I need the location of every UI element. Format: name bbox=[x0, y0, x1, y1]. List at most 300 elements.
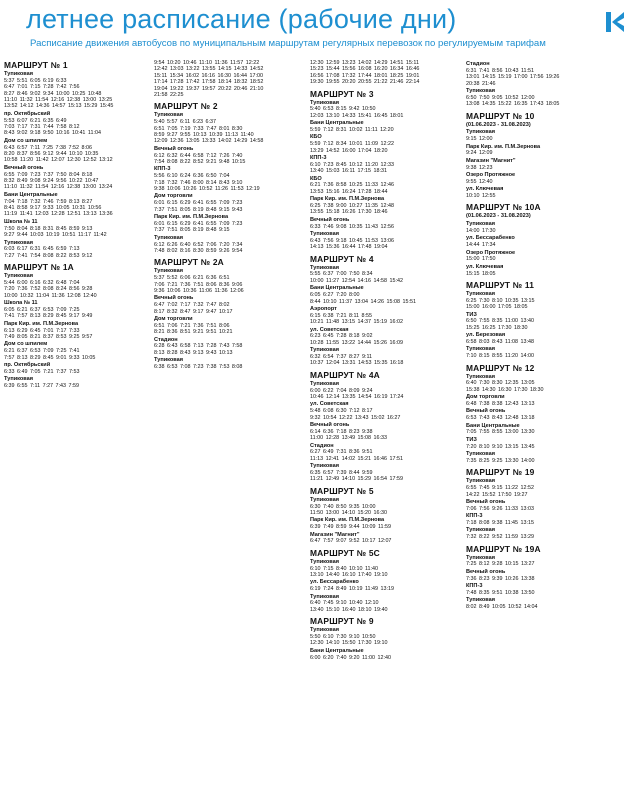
departure-times bbox=[4, 246, 156, 259]
stop-name: Тупиковая bbox=[4, 273, 34, 280]
departure-times bbox=[154, 200, 306, 213]
departure-times bbox=[310, 292, 462, 305]
stop-name: Тупиковая bbox=[310, 463, 340, 470]
departure-times bbox=[466, 95, 618, 108]
stop-name: Тупиковая bbox=[4, 71, 34, 77]
stop-name: Тупиковая bbox=[466, 346, 496, 353]
times-line: 9:54 10:20 10:46 11:10 11:36 11:57 12:22 bbox=[154, 60, 260, 66]
departure-times bbox=[4, 172, 156, 191]
departure-times bbox=[310, 634, 462, 647]
times-line: 7:03 7:17 7:31 7:44 7:58 8:12 bbox=[4, 124, 80, 131]
times-line: 7:18 8:08 9:38 11:45 13:15 bbox=[466, 519, 535, 526]
stop-name: Тупиковая bbox=[310, 99, 340, 106]
stop-name: Школа № 11 bbox=[4, 218, 38, 225]
times-line: 6:53 7:43 8:43 12:48 13:18 bbox=[466, 415, 535, 422]
stop-name: КПП-3 bbox=[310, 155, 327, 162]
times-line: 9:55 12:40 bbox=[466, 178, 493, 185]
times-line: 11:13 12:41 14:02 15:21 16:46 17:51 bbox=[310, 455, 404, 462]
stop-name: Тупиковая bbox=[154, 234, 184, 241]
departure-times bbox=[4, 280, 156, 299]
departure-times bbox=[466, 485, 618, 498]
route-block bbox=[154, 101, 306, 254]
times-line: 7:18 7:32 7:46 8:00 8:14 8:43 9:10 bbox=[154, 179, 243, 186]
times-line: 9:32 10:54 12:22 13:43 15:02 16:27 bbox=[310, 414, 401, 421]
times-line: 9:38 12:23 bbox=[466, 164, 493, 171]
departure-times bbox=[154, 153, 306, 166]
stop-name: ул. Советская bbox=[310, 326, 349, 333]
stop-name: Вечный огонь bbox=[310, 421, 350, 428]
times-line: 7:20 7:36 7:52 8:08 8:24 8:56 9:28 bbox=[4, 286, 93, 293]
times-line: 19:04 19:22 19:37 19:57 20:22 20:46 21:10 bbox=[154, 85, 264, 92]
stop-name: ТИЗ bbox=[466, 436, 477, 443]
route-title: МАРШРУТ № 19 bbox=[466, 467, 535, 478]
route-block bbox=[310, 254, 462, 367]
page-title: летнее расписание (рабочие дни) bbox=[26, 4, 457, 34]
stop-name: Вечный огонь bbox=[154, 145, 194, 152]
times-line: 10:00 11:27 12:54 14:16 14:58 15:42 bbox=[310, 277, 404, 284]
times-line: 11:10 11:32 11:54 12:16 12:38 13:00 13:24 bbox=[4, 184, 113, 191]
times-line: 6:03 6:17 6:31 6:45 6:59 7:13 bbox=[4, 246, 80, 253]
stop-name: Парк Кир. им. П.М.Зернова bbox=[154, 214, 229, 221]
stop-name: Тупиковая bbox=[310, 264, 340, 271]
departure-times bbox=[310, 271, 462, 284]
times-line: 6:05 6:21 6:37 6:53 7:09 7:25 bbox=[4, 306, 80, 313]
times-line: 6:50 7:55 8:35 11:00 13:40 bbox=[466, 318, 535, 325]
route-block bbox=[466, 544, 618, 611]
stop-name: Стадион bbox=[154, 336, 178, 343]
times-line: 15:23 15:44 15:56 16:08 16:20 16:34 16:46 bbox=[310, 66, 420, 73]
departure-times bbox=[310, 203, 462, 216]
departure-times bbox=[466, 150, 618, 156]
departure-times bbox=[4, 369, 156, 375]
times-line: 13:08 14:35 15:22 16:35 17:43 18:05 bbox=[466, 101, 560, 108]
stop-name: Школа № 11 bbox=[4, 300, 38, 307]
times-line: 19:30 19:55 20:20 20:55 21:22 21:46 22:14 bbox=[310, 79, 420, 86]
stop-name: ул. Ключевая bbox=[466, 263, 504, 270]
times-line: 7:54 8:08 8:22 8:52 9:21 9:48 10:15 bbox=[154, 159, 246, 166]
times-line: 6:15 6:38 7:21 8:11 8:55 bbox=[310, 312, 373, 319]
departure-times bbox=[310, 408, 462, 421]
route-block bbox=[310, 60, 462, 86]
times-line: 7:25 8:12 9:28 10:15 13:27 bbox=[466, 561, 535, 568]
stop-name: Бани Центральные bbox=[4, 191, 58, 198]
times-line: 5:50 6:10 7:30 9:10 10:50 bbox=[310, 634, 376, 641]
departure-times bbox=[310, 333, 462, 346]
departure-times bbox=[4, 328, 156, 341]
times-line: 6:50 7:50 9:05 10:52 12:00 bbox=[466, 94, 535, 101]
times-line: 12:09 12:36 13:05 13:33 14:02 14:29 14:58 bbox=[154, 138, 264, 145]
departure-times bbox=[310, 538, 462, 544]
schedule-column-4 bbox=[466, 60, 618, 800]
route-block bbox=[466, 61, 618, 108]
times-line: 15:15 18:05 bbox=[466, 270, 496, 277]
times-line: 7:35 8:25 9:25 13:30 14:00 bbox=[466, 457, 535, 464]
times-line: 5:37 5:51 6:05 6:19 6:33 bbox=[4, 77, 67, 84]
brand-logo-icon bbox=[604, 10, 628, 34]
times-line: 9:38 10:06 10:26 10:52 11:26 11:53 12:19 bbox=[154, 186, 260, 193]
departure-times bbox=[310, 655, 462, 661]
times-line: 9:36 10:06 10:36 11:06 11:36 12:06 bbox=[154, 287, 244, 294]
times-line: 6:48 7:38 8:38 12:43 13:13 bbox=[466, 401, 535, 408]
times-line: 6:23 6:45 7:28 8:18 9:02 bbox=[310, 333, 373, 340]
times-line: 13:10 14:40 16:10 17:40 19:10 bbox=[310, 572, 388, 578]
stop-name: Озеро Протяжное bbox=[466, 249, 516, 256]
times-line: 8:13 8:28 8:43 9:13 9:43 10:13 bbox=[154, 349, 233, 356]
schedule-column-1 bbox=[4, 60, 156, 800]
departure-times bbox=[466, 604, 618, 610]
route-block bbox=[310, 616, 462, 661]
stop-name: КБО bbox=[310, 134, 322, 141]
departure-times bbox=[310, 106, 462, 119]
times-line: 7:48 8:02 8:16 8:30 8:59 9:26 9:54 bbox=[154, 247, 243, 254]
times-line: 12:42 13:03 13:22 13:55 14:15 14:33 14:52 bbox=[154, 66, 264, 73]
stop-name: КПП-3 bbox=[466, 513, 483, 520]
departure-times bbox=[4, 78, 156, 110]
route-title: МАРШРУТ № 3 bbox=[310, 88, 374, 99]
times-line: 9:15 12:00 bbox=[466, 136, 493, 143]
departure-times bbox=[4, 118, 156, 137]
stop-name: (01.06.2023 - 31.08.2023) bbox=[466, 121, 531, 128]
stop-name: Озеро Протяжное bbox=[466, 172, 516, 179]
stop-name: пр. Октябрьский bbox=[4, 110, 51, 117]
times-line: 15:38 14:30 16:30 17:30 18:30 bbox=[466, 386, 544, 393]
schedule-columns bbox=[4, 60, 634, 800]
times-line: 14:44 17:34 bbox=[466, 242, 496, 249]
stop-name: Парк Кир. им. П.М.Зернова bbox=[310, 196, 385, 203]
times-line: 11:19 11:41 12:03 12:28 12:51 13:13 13:36 bbox=[4, 211, 113, 218]
times-line: 6:51 7:06 7:21 7:36 7:51 8:06 bbox=[154, 322, 230, 329]
times-line: 8:21 8:36 8:51 9:21 9:51 10:21 bbox=[154, 329, 233, 336]
departure-times bbox=[310, 354, 462, 367]
stop-name: Тупиковая bbox=[466, 221, 496, 228]
route-title: МАРШРУТ № 19А bbox=[466, 543, 541, 554]
times-line: 7:37 7:51 8:05 8:19 8:48 9:15 bbox=[154, 227, 230, 234]
times-line: 6:30 7:40 8:50 9:35 10:00 bbox=[310, 503, 376, 510]
times-line: 6:21 6:37 6:53 7:09 7:25 7:41 bbox=[4, 348, 80, 355]
departure-times bbox=[154, 364, 306, 370]
times-line: 7:50 8:04 8:18 8:31 8:45 8:59 9:13 bbox=[4, 225, 93, 232]
route-title: МАРШРУТ № 2 bbox=[154, 101, 218, 112]
stop-name: ул. Бессарабенко bbox=[466, 235, 515, 242]
times-line: 5:40 6:53 8:15 9:42 10:50 bbox=[310, 106, 376, 113]
times-line: 8:02 8:49 10:05 10:52 14:04 bbox=[466, 603, 538, 610]
times-line: 6:21 7:36 8:58 10:25 11:33 12:46 bbox=[310, 182, 395, 189]
route-title: МАРШРУТ № 5С bbox=[310, 547, 380, 558]
times-line: 6:40 7:30 8:30 12:35 13:05 bbox=[466, 380, 535, 387]
times-line: 13:29 14:52 16:00 17:04 18:20 bbox=[310, 147, 388, 154]
times-line: 6:55 7:09 7:23 7:37 7:50 8:04 8:18 bbox=[4, 171, 93, 178]
route-title: МАРШРУТ № 4А bbox=[310, 369, 380, 380]
times-line: 15:11 15:34 16:02 16:16 16:30 16:44 17:00 bbox=[154, 72, 264, 79]
times-line: 6:33 6:49 7:05 7:21 7:37 7:53 bbox=[4, 368, 80, 375]
departure-times bbox=[310, 224, 462, 230]
stop-name: Бани Центральные bbox=[310, 120, 364, 127]
stop-name: Тупиковая bbox=[310, 593, 340, 600]
times-line: 20:38 21:46 bbox=[466, 80, 496, 87]
departure-times bbox=[466, 520, 618, 526]
departure-times bbox=[466, 415, 618, 421]
schedule-column-2 bbox=[154, 60, 306, 800]
times-line: 5:37 5:52 6:06 6:21 6:36 6:51 bbox=[154, 275, 230, 282]
stop-name: Вечный огонь bbox=[466, 568, 506, 575]
stop-name: Тупиковая bbox=[466, 451, 496, 458]
times-line: 5:53 6:07 6:21 6:35 6:49 bbox=[4, 117, 67, 124]
departure-times bbox=[466, 534, 618, 540]
times-line: 6:33 7:46 9:08 10:35 11:43 12:56 bbox=[310, 223, 395, 230]
stop-name: Тупиковая bbox=[310, 380, 340, 387]
times-line: 6:47 7:57 9:07 9:52 10:17 12:07 bbox=[310, 538, 392, 545]
departure-times bbox=[310, 600, 462, 613]
stop-name: Тупиковая bbox=[4, 376, 34, 383]
route-block bbox=[466, 363, 618, 465]
times-line: 6:05 6:27 7:20 8:00 bbox=[310, 292, 360, 299]
times-line: 8:17 8:32 8:47 9:17 9:47 10:17 bbox=[154, 308, 233, 315]
times-line: 15:25 16:25 17:30 18:30 bbox=[466, 324, 528, 331]
stop-name: Стадион bbox=[466, 61, 490, 67]
stop-name: Парк Кир. им. П.М.Зернова bbox=[4, 320, 79, 327]
stop-name: Стадион bbox=[310, 442, 334, 449]
times-line: 7:05 7:55 8:55 13:00 13:30 bbox=[466, 429, 535, 436]
times-line: 7:48 8:35 9:51 10:38 13:50 bbox=[466, 589, 535, 596]
departure-times bbox=[466, 458, 618, 464]
times-line: 6:43 6:57 7:11 7:25 7:38 7:52 8:06 bbox=[4, 144, 93, 151]
departure-times bbox=[154, 173, 306, 192]
times-line: 11:50 13:00 14:10 15:20 16:30 bbox=[310, 509, 388, 516]
times-line: 6:39 6:55 7:11 7:27 7:43 7:59 bbox=[4, 382, 80, 389]
times-line: 10:58 11:20 11:42 12:07 12:30 12:52 13:12 bbox=[4, 157, 113, 164]
times-line: 10:46 12:14 13:35 14:54 16:19 17:24 bbox=[310, 393, 404, 400]
route-block bbox=[4, 262, 156, 389]
times-line: 7:20 8:10 9:10 13:15 13:45 bbox=[466, 443, 535, 450]
times-line: 6:47 7:01 7:15 7:28 7:42 7:56 bbox=[4, 84, 80, 91]
departure-times bbox=[466, 68, 618, 87]
stop-name: Вечный огонь bbox=[154, 295, 194, 302]
times-line: 14:00 17:30 bbox=[466, 228, 496, 235]
departure-times bbox=[154, 221, 306, 234]
stop-name: Тупиковая bbox=[466, 129, 496, 136]
times-line: 6:58 8:03 8:43 11:08 13:48 bbox=[466, 339, 535, 346]
times-line: 14:13 15:36 16:44 17:48 19:04 bbox=[310, 244, 388, 251]
times-line: 13:55 15:18 16:26 17:30 18:46 bbox=[310, 209, 388, 216]
departure-times bbox=[310, 141, 462, 154]
departure-times bbox=[310, 566, 462, 579]
departure-times bbox=[466, 576, 618, 582]
stop-name: ул. Ключевая bbox=[466, 186, 504, 193]
stop-name: Тупиковая bbox=[154, 268, 184, 275]
route-block bbox=[154, 257, 306, 370]
route-block bbox=[310, 486, 462, 545]
times-line: 13:40 15:03 16:11 17:15 18:31 bbox=[310, 168, 388, 175]
departure-times bbox=[310, 388, 462, 401]
stop-name: Тупиковая bbox=[466, 88, 496, 95]
times-line: 12:30 12:59 13:23 14:02 14:29 14:51 15:11 bbox=[310, 60, 420, 66]
times-line: 17:14 17:28 17:42 17:58 18:14 18:32 18:52 bbox=[154, 79, 264, 86]
stop-name: Бани Центральные bbox=[310, 285, 364, 292]
times-line: 7:32 8:22 9:52 11:59 13:29 bbox=[466, 534, 535, 541]
stop-name: Тупиковая bbox=[4, 239, 34, 246]
departure-times bbox=[466, 339, 618, 345]
route-block bbox=[466, 467, 618, 540]
route-title: МАРШРУТ № 10 bbox=[466, 110, 535, 121]
departure-times bbox=[310, 313, 462, 326]
times-line: 6:31 7:41 8:56 10:43 11:51 bbox=[466, 67, 535, 74]
departure-times bbox=[4, 307, 156, 320]
departure-times bbox=[466, 298, 618, 311]
departure-times bbox=[466, 179, 618, 185]
times-line: 5:48 6:08 6:30 7:12 8:17 bbox=[310, 408, 373, 415]
departure-times bbox=[466, 242, 618, 248]
departure-times bbox=[310, 504, 462, 517]
times-line: 10:37 12:04 13:31 14:53 15:35 16:18 bbox=[310, 360, 404, 367]
stop-name: Тупиковая bbox=[310, 496, 340, 503]
route-block bbox=[466, 202, 618, 277]
stop-name: ул. Советская bbox=[310, 401, 349, 408]
times-line: 11:21 12:49 14:10 15:29 16:54 17:59 bbox=[310, 476, 404, 483]
departure-times bbox=[310, 127, 462, 133]
stop-name: Аэропорт bbox=[310, 305, 337, 312]
stop-name: КПП-3 bbox=[154, 166, 171, 173]
departure-times bbox=[310, 524, 462, 530]
times-line: 7:06 7:21 7:36 7:51 8:06 8:36 9:06 bbox=[154, 281, 243, 288]
stop-name: Дом торговли bbox=[154, 315, 193, 322]
route-title: МАРШРУТ № 12 bbox=[466, 362, 535, 373]
times-line: 6:13 6:29 6:45 7:01 7:17 7:33 bbox=[4, 327, 80, 334]
departure-times bbox=[466, 271, 618, 277]
times-line: 11:10 11:32 11:54 12:16 12:38 13:00 13:25 bbox=[4, 97, 113, 104]
departure-times bbox=[466, 353, 618, 359]
stop-name: Тупиковая bbox=[310, 231, 340, 238]
stop-name: Тупиковая bbox=[466, 291, 496, 298]
times-line: 6:51 7:05 7:19 7:33 7:47 8:01 8:30 bbox=[154, 125, 243, 132]
route-block bbox=[310, 548, 462, 613]
stop-name: КБО bbox=[310, 175, 322, 182]
stop-name: Вечный огонь bbox=[310, 216, 350, 223]
times-line: 6:39 7:49 8:59 9:44 10:09 11:59 bbox=[310, 524, 392, 531]
stop-name: Тупиковая bbox=[466, 373, 496, 380]
times-line: 7:06 7:56 9:26 11:33 13:03 bbox=[466, 505, 535, 512]
times-line: 7:37 7:51 8:05 8:19 8:48 9:15 9:43 bbox=[154, 206, 243, 213]
times-line: 6:00 6:22 7:04 8:09 9:24 bbox=[310, 387, 373, 394]
times-line: 7:27 7:41 7:54 8:08 8:22 8:53 9:12 bbox=[4, 252, 93, 259]
times-line: 6:35 6:57 7:39 8:44 9:59 bbox=[310, 469, 373, 476]
departure-times bbox=[466, 590, 618, 596]
page-subtitle: Расписание движения автобусов по муниципальным маршрутам регулярных перевозок по регулируемым тарифам bbox=[30, 38, 546, 49]
times-line: 6:10 7:23 8:45 10:12 11:20 12:33 bbox=[310, 161, 395, 168]
stop-name: Магазин "Магнит" bbox=[310, 531, 360, 538]
stop-name: Тупиковая bbox=[154, 112, 184, 119]
times-line: 7:49 8:05 8:21 8:37 8:53 9:25 9:57 bbox=[4, 333, 93, 340]
times-line: 6:38 6:53 7:08 7:23 7:38 7:53 8:08 bbox=[154, 363, 243, 370]
times-line: 7:04 7:18 7:32 7:46 7:59 8:13 8:27 bbox=[4, 198, 93, 205]
departure-times bbox=[466, 506, 618, 512]
departure-times bbox=[4, 348, 156, 361]
times-line: 11:00 12:28 13:49 15:08 16:33 bbox=[310, 435, 388, 442]
times-line: 6:25 7:38 9:00 10:27 11:35 12:48 bbox=[310, 203, 395, 210]
times-line: 6:12 6:32 6:44 6:58 7:12 7:26 7:40 bbox=[154, 152, 243, 159]
times-line: 5:56 6:10 6:24 6:36 6:50 7:04 bbox=[154, 173, 230, 180]
times-line: 8:43 9:02 9:18 9:50 10:16 10:41 11:04 bbox=[4, 130, 102, 137]
times-line: 6:55 7:45 9:15 11:22 12:52 bbox=[466, 485, 535, 492]
times-line: 6:12 6:26 6:40 6:52 7:06 7:20 7:34 bbox=[154, 241, 243, 248]
departure-times bbox=[4, 145, 156, 164]
departure-times bbox=[310, 449, 462, 462]
departure-times bbox=[310, 470, 462, 483]
route-title: МАРШРУТ № 1 bbox=[4, 60, 68, 70]
times-line: 7:10 8:15 8:55 11:20 14:00 bbox=[466, 353, 535, 360]
times-line: 6:10 7:15 8:40 10:10 11:40 bbox=[310, 565, 379, 572]
times-line: 13:01 14:15 15:19 17:00 17:56 19:26 bbox=[466, 74, 560, 81]
departure-times bbox=[466, 136, 618, 142]
route-block bbox=[310, 89, 462, 251]
times-line: 5:59 7:12 8:31 10:02 11:11 12:20 bbox=[310, 127, 394, 134]
times-line: 12:30 14:10 15:50 17:30 19:10 bbox=[310, 640, 388, 647]
times-line: 6:28 6:43 6:58 7:13 7:28 7:43 7:58 bbox=[154, 343, 243, 350]
times-line: 7:41 7:57 8:13 8:29 8:45 9:17 9:49 bbox=[4, 313, 93, 320]
departure-times bbox=[310, 238, 462, 251]
stop-name: ТИЗ bbox=[466, 311, 477, 318]
departure-times bbox=[154, 60, 306, 98]
times-line: 8:41 8:58 9:17 9:33 10:05 10:31 10:56 bbox=[4, 205, 102, 212]
stop-name: Магазин "Магнит" bbox=[466, 157, 516, 164]
times-line: 10:28 11:55 13:22 14:44 15:26 16:09 bbox=[310, 339, 404, 346]
stop-name: Тупиковая bbox=[310, 558, 340, 565]
times-line: 9:27 9:44 10:03 10:19 10:51 11:17 11:42 bbox=[4, 232, 107, 239]
stop-name: Тупиковая bbox=[466, 597, 496, 604]
route-title: МАРШРУТ № 9 bbox=[310, 616, 374, 627]
times-line: 6:32 6:54 7:37 8:27 9:11 bbox=[310, 353, 373, 360]
times-line: 5:59 7:12 8:34 10:01 11:09 12:22 bbox=[310, 141, 395, 148]
stop-name: Бани Центральные bbox=[466, 422, 520, 429]
departure-times bbox=[154, 242, 306, 255]
route-block bbox=[4, 60, 156, 259]
times-line: 12:03 13:10 14:33 15:41 16:45 18:01 bbox=[310, 112, 404, 119]
times-line: 10:00 10:32 11:04 11:36 12:08 12:40 bbox=[4, 292, 97, 299]
departure-times bbox=[466, 256, 618, 262]
departure-times bbox=[466, 444, 618, 450]
departure-times bbox=[310, 182, 462, 195]
times-line: 5:40 5:57 6:11 6:23 6:37 bbox=[154, 119, 217, 126]
route-title: МАРШРУТ № 10А bbox=[466, 202, 541, 213]
times-line: 9:24 12:09 bbox=[466, 150, 493, 157]
stop-name: ул. Бессарабенко bbox=[310, 579, 359, 586]
times-line: 5:55 6:37 7:00 7:50 8:34 bbox=[310, 271, 373, 278]
times-line: 6:19 7:24 8:49 10:19 11:49 13:19 bbox=[310, 586, 395, 593]
stop-name: Дом со шпилем bbox=[4, 341, 48, 348]
stop-name: Парк Кир. им. П.М.Зернова bbox=[466, 143, 541, 150]
times-line: 8:32 8:49 9:08 9:24 9:56 10:22 10:47 bbox=[4, 178, 99, 185]
stop-name: Дом со шпилем bbox=[4, 137, 48, 144]
times-line: 13:52 14:12 14:36 14:57 15:13 15:29 15:45 bbox=[4, 103, 114, 110]
departure-times bbox=[4, 226, 156, 239]
departure-times bbox=[466, 318, 618, 331]
stop-name: Тупиковая bbox=[466, 527, 496, 534]
stop-name: КПП-3 bbox=[466, 582, 483, 589]
times-line: 6:14 6:36 7:18 8:23 9:38 bbox=[310, 428, 373, 435]
departure-times bbox=[154, 302, 306, 315]
times-line: 7:57 8:13 8:29 8:45 9:01 9:33 10:05 bbox=[4, 354, 96, 361]
route-block bbox=[154, 60, 306, 98]
stop-name: Тупиковая bbox=[310, 627, 340, 634]
departure-times bbox=[466, 429, 618, 435]
stop-name: Тупиковая bbox=[310, 347, 340, 354]
times-line: 8:59 9:27 9:55 10:13 10:39 11:13 11:40 bbox=[154, 132, 254, 139]
route-title: МАРШРУТ № 4 bbox=[310, 253, 374, 264]
times-line: 16:56 17:08 17:32 17:44 18:01 18:25 19:01 bbox=[310, 72, 420, 79]
departure-times bbox=[4, 383, 156, 389]
times-line: 8:20 8:37 8:56 9:12 9:44 10:10 10:35 bbox=[4, 151, 99, 158]
departure-times bbox=[466, 380, 618, 393]
times-line: 10:10 12:55 bbox=[466, 193, 496, 200]
